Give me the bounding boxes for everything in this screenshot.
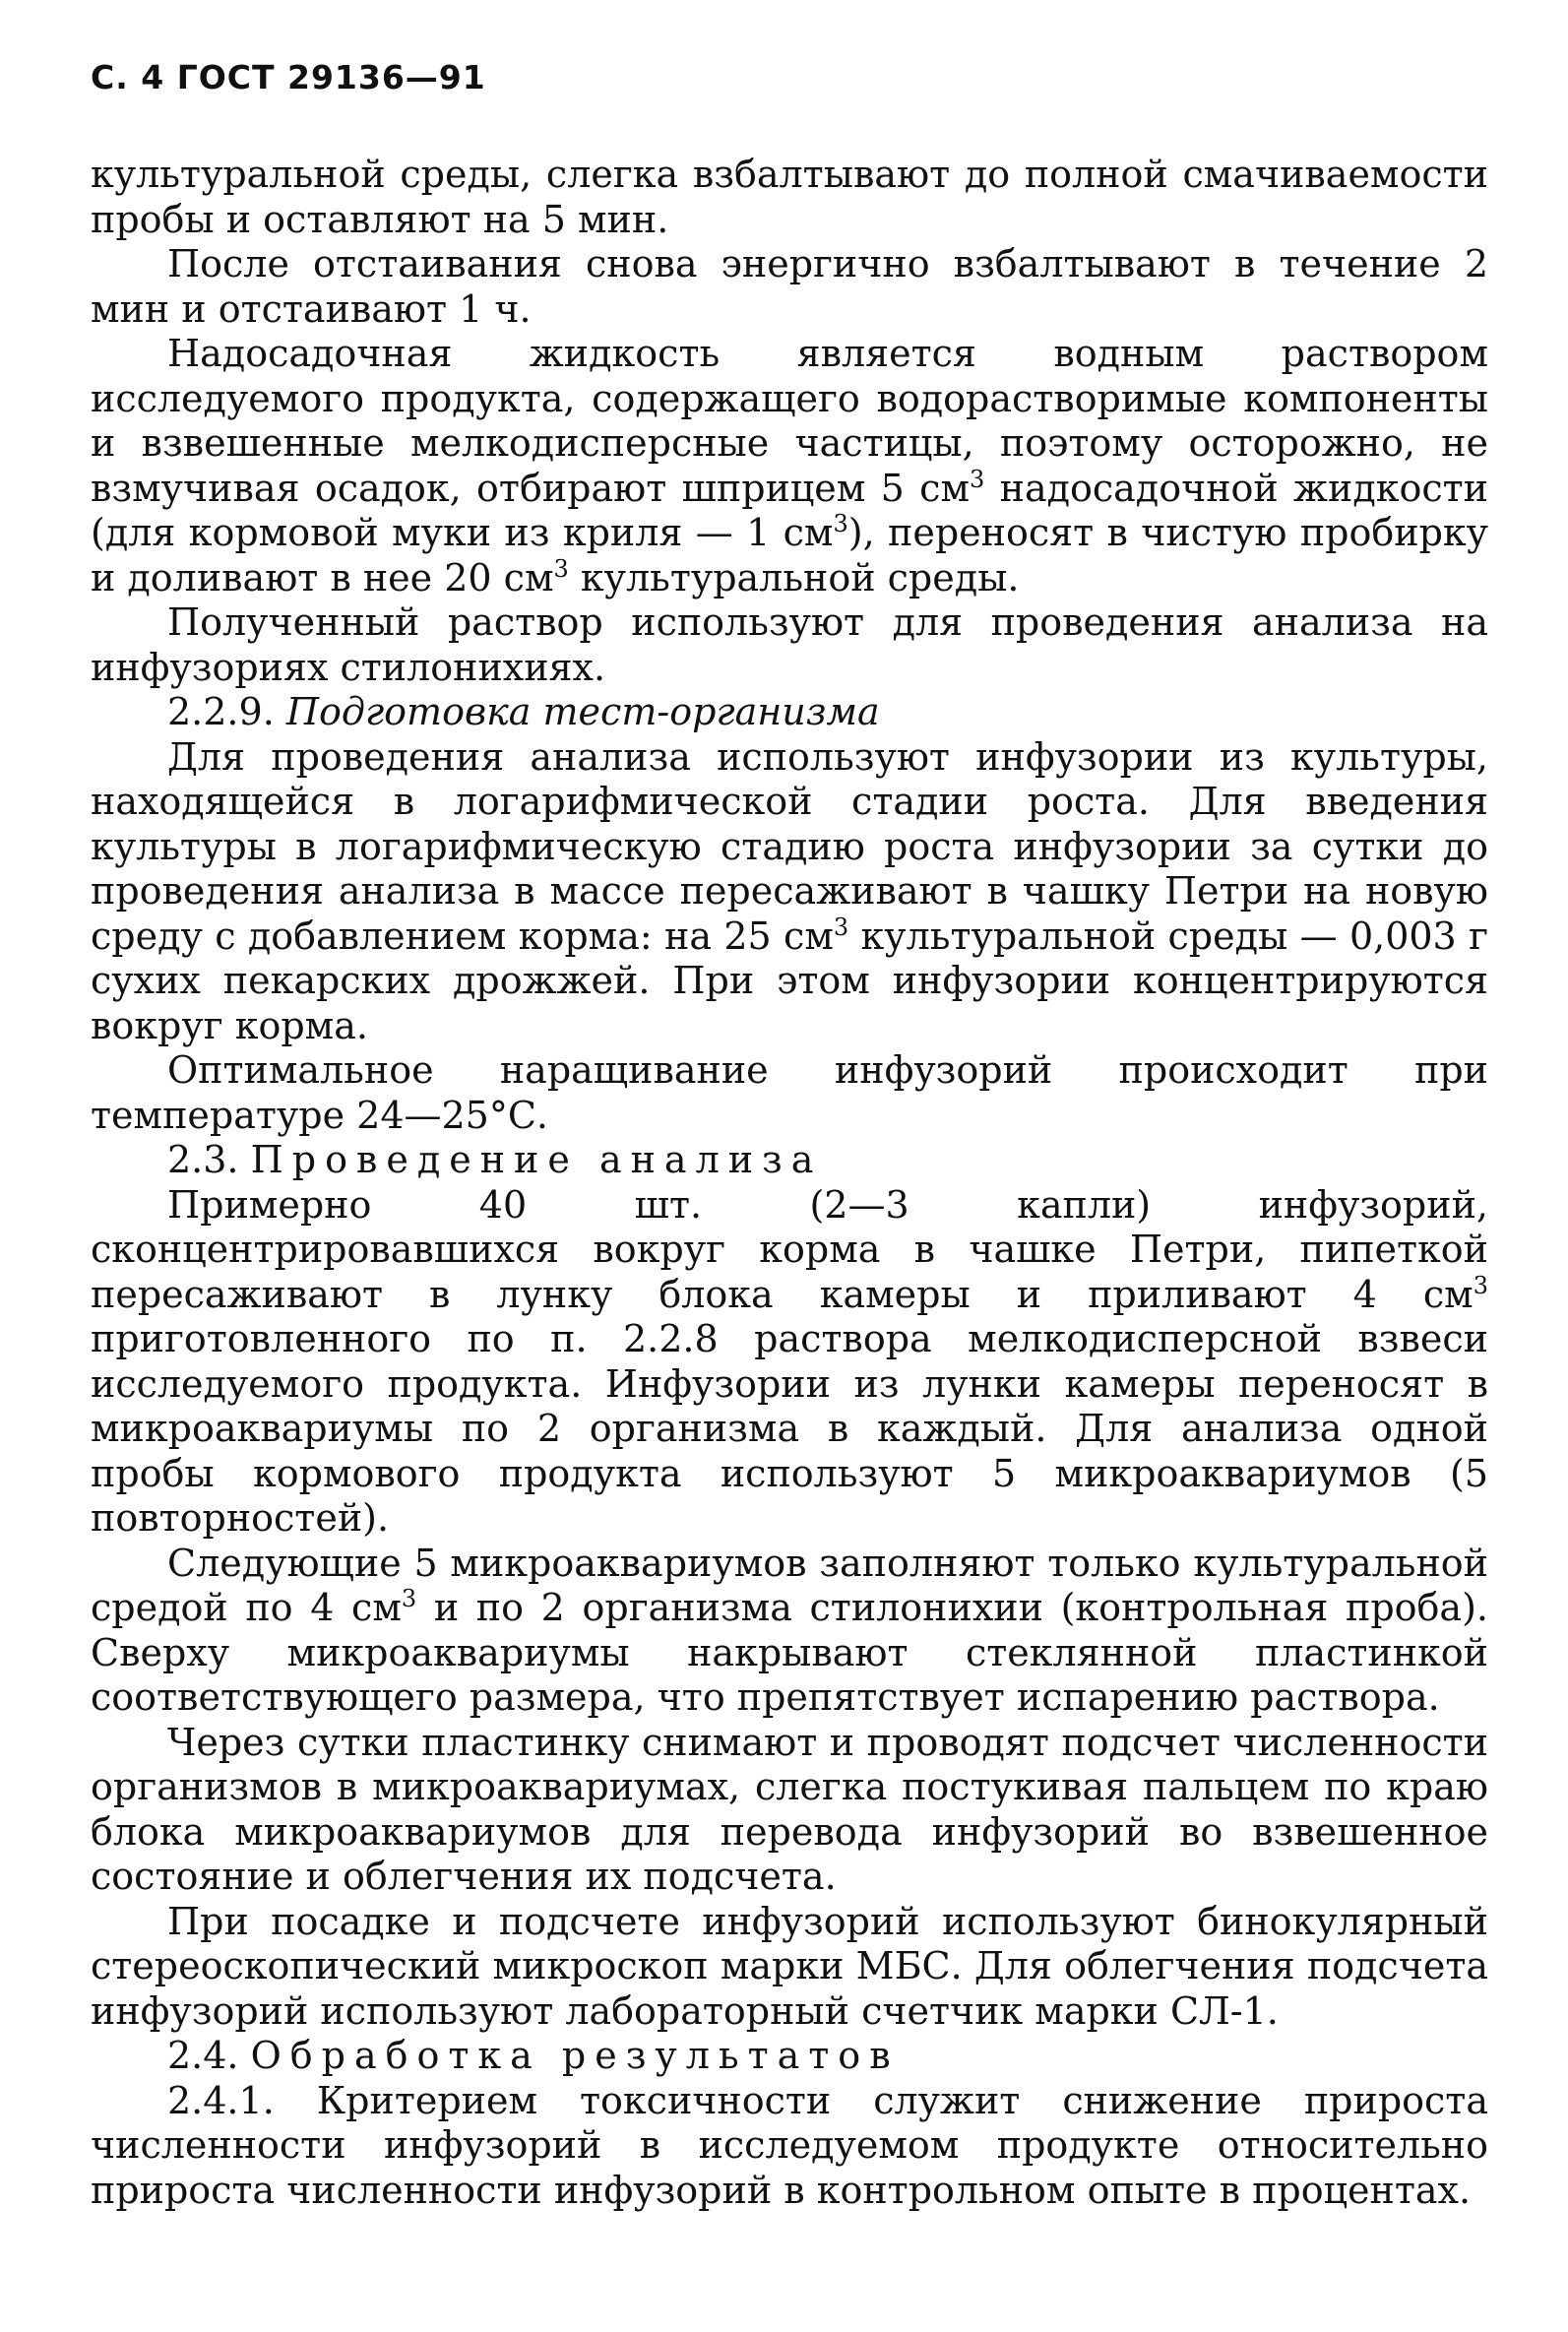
section-heading-2-4: 2.4. Обработка результатов <box>167 2034 900 2077</box>
paragraph-procedure: Примерно 40 шт. (2—3 капли) инфузорий, сконцентрировавшихся вокруг корма в чашке Петри, пипеткой пересаживают в лунку блока камеры и приливают 4 $см^3$ приготовленного по п. 2.2.8 раствора мелкодисперсной взвеси исследуемого продукта. Инфузории из лунки камеры переносят в микроаквариумы по 2 организма в каждый. Для анализа одной пробы кормового продукта используют 5 микроаквариумов (5 повторностей). <box>91 1182 1488 1540</box>
superscript: 3 <box>1473 1271 1488 1299</box>
paragraph-toxicity-criterion: 2.4.1. Критерием токсичности служит снижение прироста численности инфузорий в исследуемом продукте относительно прироста численности инфузорий в контрольном опыте в процентах. <box>91 2078 1488 2212</box>
superscript: 3 <box>401 1585 417 1612</box>
section-title: Обработка результатов <box>250 2034 900 2077</box>
superscript: 3 <box>970 465 985 493</box>
paragraph-counting: Через сутки пластинку снимают и проводят подсчет численности организмов в микроаквариумах, слегка постукивая пальцем по краю блока микроаквариумов для перевода инфузорий во взвешенное состояние и облегчения их подсчета. <box>91 1720 1488 1898</box>
paragraph-culture-medium: культуральной среды, слегка взбалтывают до полной смачиваемости пробы и оставляют на 5 мин. <box>91 153 1488 241</box>
superscript: 3 <box>553 554 569 583</box>
paragraph-test-organism: Для проведения анализа используют инфузории из культуры, находящейся в логарифмической стадии роста. Для введения культуры в логарифмическую стадию роста инфузории за сутки до проведения анализа в массе пересаживают в чашку Петри на новую среду с добавлением корма: на 25 $см^3$ культуральной среды — 0,003 г сухих пекарских дрожжей. При этом инфузории концентрируются вокруг корма. <box>91 734 1488 1047</box>
section-heading-2-3: 2.3. Проведение анализа <box>167 1138 823 1181</box>
paragraph-equipment: При посадке и подсчете инфузорий используют бинокулярный стереоскопический микроскоп марки МБС. Для облегчения подсчета инфузорий используют лабораторный счетчик марки СЛ-1. <box>91 1899 1488 2033</box>
superscript: 3 <box>833 913 849 941</box>
paragraph-settling: После отстаивания снова энергично взбалтывают в течение 2 мин и отстаивают 1 ч. <box>91 242 1488 331</box>
document-body <box>91 153 1488 2213</box>
document-page <box>91 58 1489 2213</box>
section-heading-2-2-9: 2.2.9. Подготовка тест-организма <box>167 690 880 733</box>
paragraph-control-sample: Следующие 5 микроаквариумов заполняют только культуральной средой по 4 $см^3$ и по 2 организма стилонихии (контрольная проба). Сверху микроаквариумы накрывают стеклянной пластинкой соответствующего размера, что препятствует испарению раствора. <box>91 1541 1488 1719</box>
section-title: Проведение анализа <box>250 1138 823 1181</box>
paragraph-temperature: Оптимальное наращивание инфузорий происходит при температуре 24—25°С. <box>91 1048 1488 1137</box>
paragraph-solution-use: Полученный раствор используют для проведения анализа на инфузориях стилонихиях. <box>91 600 1488 689</box>
page-header: С. 4 ГОСТ 29136—91 <box>91 58 486 96</box>
paragraph-supernatant: Надосадочная жидкость является водным раствором исследуемого продукта, содержащего водорастворимые компоненты и взвешенные мелкодисперсные частицы, поэтому осторожно, не взмучивая осадок, отбирают шприцем 5 $см^3$ надосадочной жидкости (для кормовой муки из криля — 1 $см^3$), переносят в чистую пробирку и доливают в нее 20 $см^3$ культуральной среды. <box>91 332 1489 599</box>
superscript: 3 <box>833 510 848 537</box>
section-title: Подготовка тест-организма <box>285 690 880 733</box>
